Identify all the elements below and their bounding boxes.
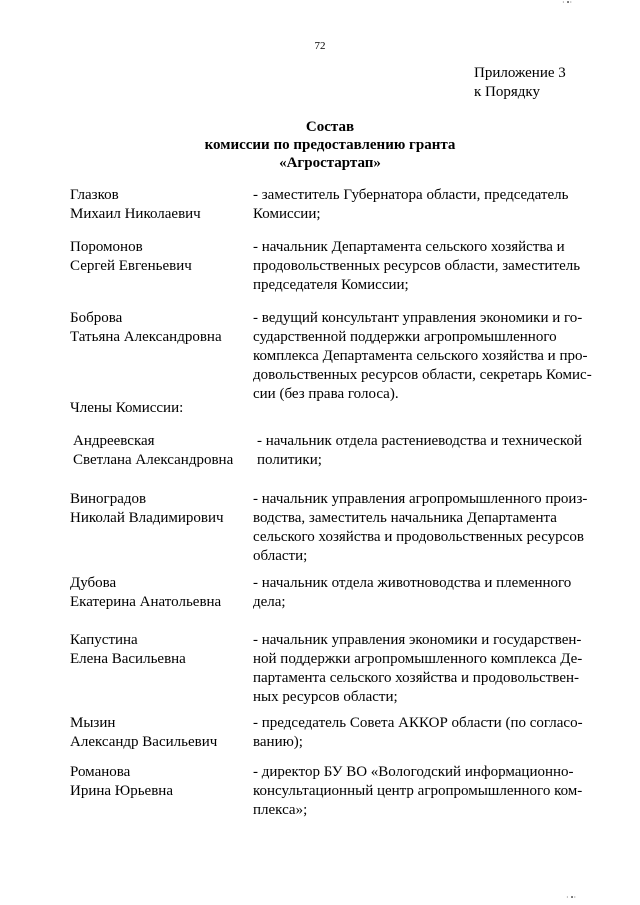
role-line: - председатель Совета АККОР области (по согласо-	[253, 715, 583, 731]
role-line: - директор БУ ВО «Вологодский информационно-	[253, 764, 574, 780]
surname: Глазков	[70, 187, 119, 203]
member-name	[70, 309, 250, 347]
role-line: - начальник отдела животноводства и племенного	[253, 575, 572, 591]
title-line-2: комиссии по предоставлению гранта	[204, 137, 456, 153]
member-name	[70, 714, 250, 752]
member-name	[70, 490, 250, 528]
member-role	[253, 186, 593, 224]
given-names: Екатерина Анатольевна	[70, 594, 222, 610]
role-line: партамента сельского хозяйства и продовольствен-	[253, 670, 580, 686]
member-name	[70, 574, 250, 612]
role-line: комплекса Департамента сельского хозяйства и про-	[253, 348, 588, 364]
member-name	[73, 432, 253, 470]
role-line: области;	[253, 548, 308, 564]
role-line: довольственных ресурсов области, секретарь Комис-	[253, 367, 592, 383]
member-name	[70, 238, 250, 276]
role-line: сельского хозяйства и продовольственных ресурсов	[253, 529, 584, 545]
given-names: Николай Владимирович	[70, 510, 224, 526]
appendix-line-1: Приложение 3	[474, 65, 566, 81]
title-line-1: Состав	[305, 119, 355, 135]
member-role	[253, 631, 593, 707]
member-role	[253, 763, 593, 820]
given-names: Светлана Александровна	[73, 452, 234, 468]
role-line: - ведущий консультант управления экономики и го-	[253, 310, 583, 326]
role-line: председателя Комиссии;	[253, 277, 409, 293]
appendix-reference	[474, 64, 566, 102]
given-names: Сергей Евгеньевич	[70, 258, 192, 274]
surname: Виноградов	[70, 491, 147, 507]
given-names: Ирина Юрьевна	[70, 783, 173, 799]
member-role	[253, 490, 593, 566]
role-line: сударственной поддержки агропромышленного	[253, 329, 557, 345]
surname: Боброва	[70, 310, 123, 326]
title-line-3: «Агростартап»	[279, 155, 381, 171]
role-line: - начальник управления экономики и государствен-	[253, 632, 582, 648]
member-role	[253, 238, 593, 295]
member-name	[70, 186, 250, 224]
role-line: - начальник Департамента сельского хозяйства и	[253, 239, 565, 255]
surname: Капустина	[70, 632, 138, 648]
role-line: - начальник отдела растениеводства и технической	[257, 433, 582, 449]
role-line: продовольственных ресурсов области, заместитель	[253, 258, 581, 274]
surname: Андреевская	[73, 433, 155, 449]
member-role	[253, 309, 593, 404]
member-role	[253, 574, 593, 612]
appendix-line-2: к Порядку	[474, 84, 540, 100]
surname: Мызин	[70, 715, 116, 731]
given-names: Александр Васильевич	[70, 734, 218, 750]
member-role	[257, 432, 597, 470]
surname: Романова	[70, 764, 131, 780]
role-line: дела;	[253, 594, 286, 610]
role-line: Комиссии;	[253, 206, 321, 222]
given-names: Елена Васильевна	[70, 651, 186, 667]
member-name	[70, 763, 250, 801]
role-line: ной поддержки агропромышленного комплекса Де-	[253, 651, 583, 667]
member-role	[253, 714, 593, 752]
role-line: - начальник управления агропромышленного произ-	[253, 491, 588, 507]
role-line: плекса»;	[253, 802, 308, 818]
scan-mark-bottom: · •·	[566, 893, 577, 902]
given-names: Михаил Николаевич	[70, 206, 201, 222]
surname: Поромонов	[70, 239, 143, 255]
document-title	[0, 118, 640, 172]
member-name	[70, 631, 250, 669]
scan-mark-top: · •·	[562, 0, 573, 7]
role-line: консультационный центр агропромышленного ком-	[253, 783, 583, 799]
surname: Дубова	[70, 575, 117, 591]
role-line: ванию);	[253, 734, 303, 750]
role-line: водства, заместитель начальника Департамента	[253, 510, 557, 526]
role-line: сии (без права голоса).	[253, 386, 399, 402]
role-line: ных ресурсов области;	[253, 689, 398, 705]
page-number: 72	[314, 40, 326, 52]
role-line: - заместитель Губернатора области, председатель	[253, 187, 569, 203]
given-names: Татьяна Александровна	[70, 329, 222, 345]
members-heading: Члены Комиссии:	[70, 400, 184, 416]
role-line: политики;	[257, 452, 322, 468]
